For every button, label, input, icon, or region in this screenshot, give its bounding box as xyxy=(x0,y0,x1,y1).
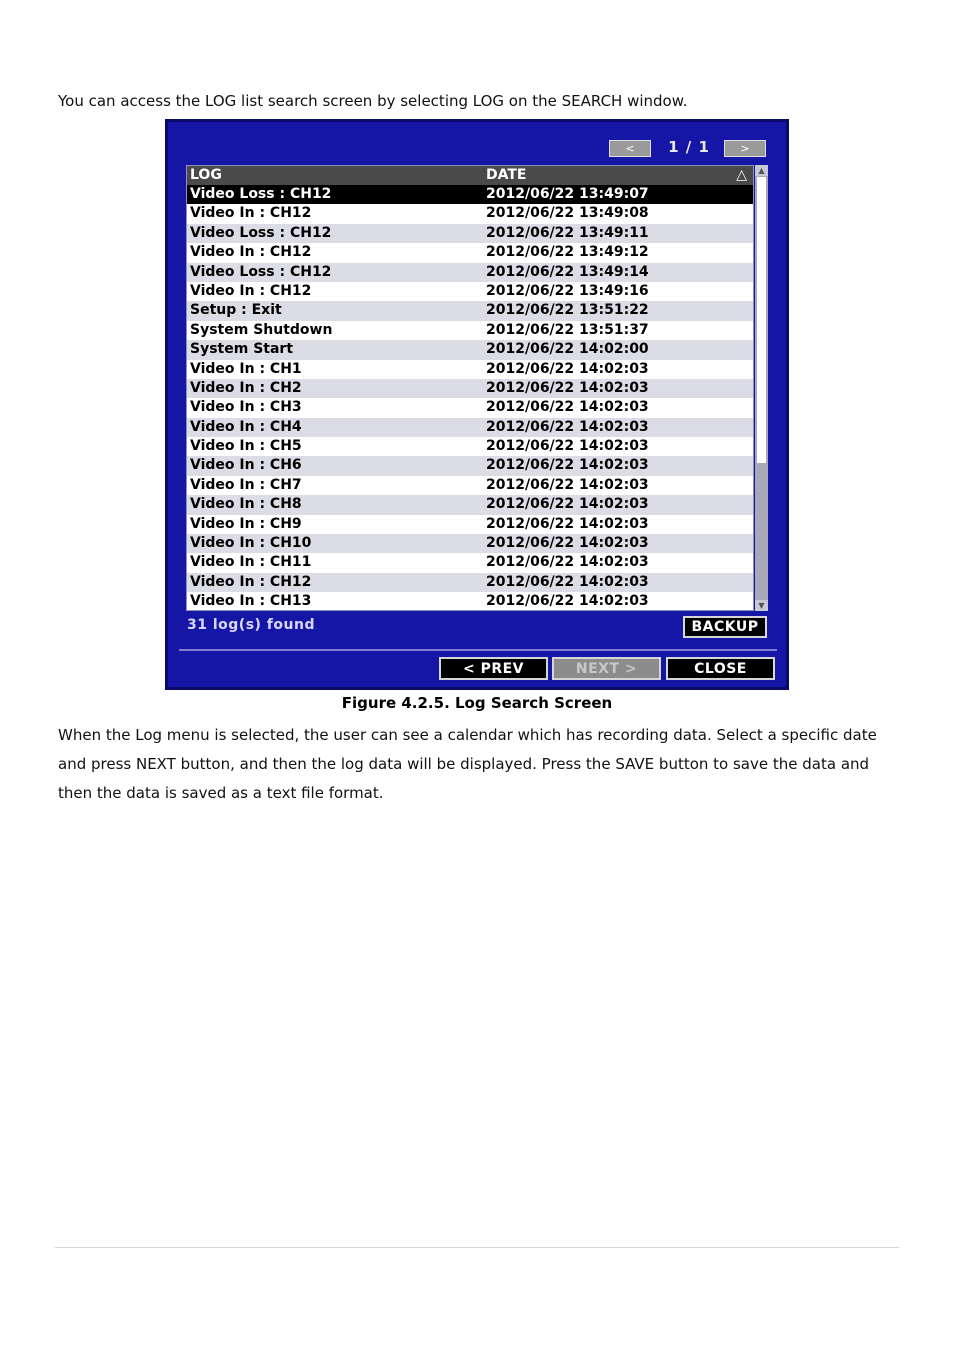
table-row[interactable] xyxy=(187,592,754,611)
table-row[interactable] xyxy=(187,398,754,417)
figure-caption: Figure 4.2.5. Log Search Screen xyxy=(341,694,613,712)
date-cell: 2012/06/22 14:02:03 xyxy=(486,418,649,435)
date-cell: 2012/06/22 13:49:07 xyxy=(486,186,649,202)
table-row[interactable] xyxy=(187,224,754,243)
date-cell: 2012/06/22 13:51:22 xyxy=(486,302,649,319)
table-row[interactable] xyxy=(187,573,754,592)
log-cell: Video In : CH12 xyxy=(190,282,312,299)
table-row[interactable] xyxy=(187,301,754,320)
log-cell: Video In : CH3 xyxy=(190,399,302,416)
date-cell: 2012/06/22 14:02:03 xyxy=(486,399,649,416)
table-row[interactable] xyxy=(187,379,754,398)
date-cell: 2012/06/22 14:02:03 xyxy=(486,535,649,552)
date-cell: 2012/06/22 14:02:03 xyxy=(486,457,649,474)
page-next-button[interactable]: > xyxy=(724,140,766,157)
date-cell: 2012/06/22 14:02:03 xyxy=(486,360,649,377)
log-cell: Video In : CH9 xyxy=(190,515,302,532)
table-row[interactable] xyxy=(187,418,754,437)
table-row[interactable] xyxy=(187,456,754,475)
log-cell: Video In : CH12 xyxy=(190,573,312,590)
table-row[interactable] xyxy=(187,360,754,379)
log-cell: Video Loss : CH12 xyxy=(190,263,332,280)
column-header-date[interactable]: DATE xyxy=(486,167,527,183)
log-cell: Video In : CH4 xyxy=(190,418,302,435)
table-row[interactable] xyxy=(187,263,754,282)
date-cell: 2012/06/22 13:49:14 xyxy=(486,263,649,280)
log-cell: Video In : CH1 xyxy=(190,360,302,377)
date-cell: 2012/06/22 14:02:03 xyxy=(486,515,649,532)
table-row[interactable] xyxy=(187,476,754,495)
date-cell: 2012/06/22 14:02:03 xyxy=(486,438,649,455)
log-cell: Video In : CH13 xyxy=(190,593,312,610)
table-row[interactable] xyxy=(187,321,754,340)
log-cell: Video Loss : CH12 xyxy=(190,224,332,241)
sort-icon[interactable]: △ xyxy=(736,167,747,183)
date-cell: 2012/06/22 13:51:37 xyxy=(486,321,649,338)
table-row[interactable] xyxy=(187,437,754,456)
log-cell: System Shutdown xyxy=(190,321,333,338)
description-text: When the Log menu is selected, the user can see a calendar which has recording data. Select a specific date and press NEXT button, and then the log data will be displayed. Press the SAVE button to save the data and then the data is saved as a text file format. xyxy=(58,726,877,802)
log-cell: Video In : CH7 xyxy=(190,476,302,493)
date-cell: 2012/06/22 14:02:03 xyxy=(486,476,649,493)
log-cell: Video In : CH5 xyxy=(190,438,302,455)
scroll-thumb[interactable] xyxy=(757,177,766,463)
table-row[interactable] xyxy=(187,534,754,553)
table-row[interactable] xyxy=(187,243,754,262)
table-row[interactable] xyxy=(187,204,754,223)
log-cell: Video In : CH6 xyxy=(190,457,302,474)
date-cell: 2012/06/22 14:02:03 xyxy=(486,379,649,396)
scroll-down-icon[interactable]: ▼ xyxy=(755,600,768,611)
date-cell: 2012/06/22 13:49:08 xyxy=(486,205,649,222)
table-row[interactable] xyxy=(187,185,754,204)
page-indicator: 1 / 1 xyxy=(668,138,710,156)
log-cell: Setup : Exit xyxy=(190,302,282,319)
table-row[interactable] xyxy=(187,495,754,514)
table-row[interactable] xyxy=(187,515,754,534)
table-row[interactable] xyxy=(187,282,754,301)
log-count-text: 31 log(s) found xyxy=(187,617,315,633)
page-prev-button[interactable]: < xyxy=(609,140,651,157)
next-button[interactable]: NEXT > xyxy=(552,657,661,680)
log-cell: System Start xyxy=(190,341,294,358)
prev-button[interactable]: < PREV xyxy=(439,657,548,680)
table-row[interactable] xyxy=(187,553,754,572)
backup-button[interactable]: BACKUP xyxy=(683,616,767,638)
table-header xyxy=(187,166,753,185)
log-cell: Video In : CH2 xyxy=(190,379,302,396)
log-cell: Video In : CH10 xyxy=(190,535,312,552)
date-cell: 2012/06/22 14:02:03 xyxy=(486,496,649,513)
log-cell: Video In : CH8 xyxy=(190,496,302,513)
date-cell: 2012/06/22 13:49:12 xyxy=(486,244,649,261)
log-rows xyxy=(187,185,754,611)
log-cell: Video In : CH11 xyxy=(190,554,312,571)
log-cell: Video In : CH12 xyxy=(190,205,312,222)
date-cell: 2012/06/22 14:02:03 xyxy=(486,554,649,571)
column-header-log[interactable]: LOG xyxy=(190,167,222,183)
date-cell: 2012/06/22 13:49:11 xyxy=(486,224,649,241)
divider xyxy=(179,649,777,651)
date-cell: 2012/06/22 14:02:03 xyxy=(486,573,649,590)
log-table xyxy=(186,165,754,611)
log-search-screen xyxy=(165,119,789,690)
intro-text: You can access the LOG list search screen by selecting LOG on the SEARCH window. xyxy=(58,92,688,110)
scroll-up-icon[interactable]: ▲ xyxy=(755,165,768,176)
log-cell: Video Loss : CH12 xyxy=(190,186,332,202)
footer-divider xyxy=(55,1247,899,1248)
date-cell: 2012/06/22 13:49:16 xyxy=(486,282,649,299)
log-cell: Video In : CH12 xyxy=(190,244,312,261)
date-cell: 2012/06/22 14:02:03 xyxy=(486,593,649,610)
date-cell: 2012/06/22 14:02:00 xyxy=(486,341,649,358)
close-button[interactable]: CLOSE xyxy=(666,657,775,680)
scrollbar[interactable] xyxy=(755,165,768,611)
table-row[interactable] xyxy=(187,340,754,359)
